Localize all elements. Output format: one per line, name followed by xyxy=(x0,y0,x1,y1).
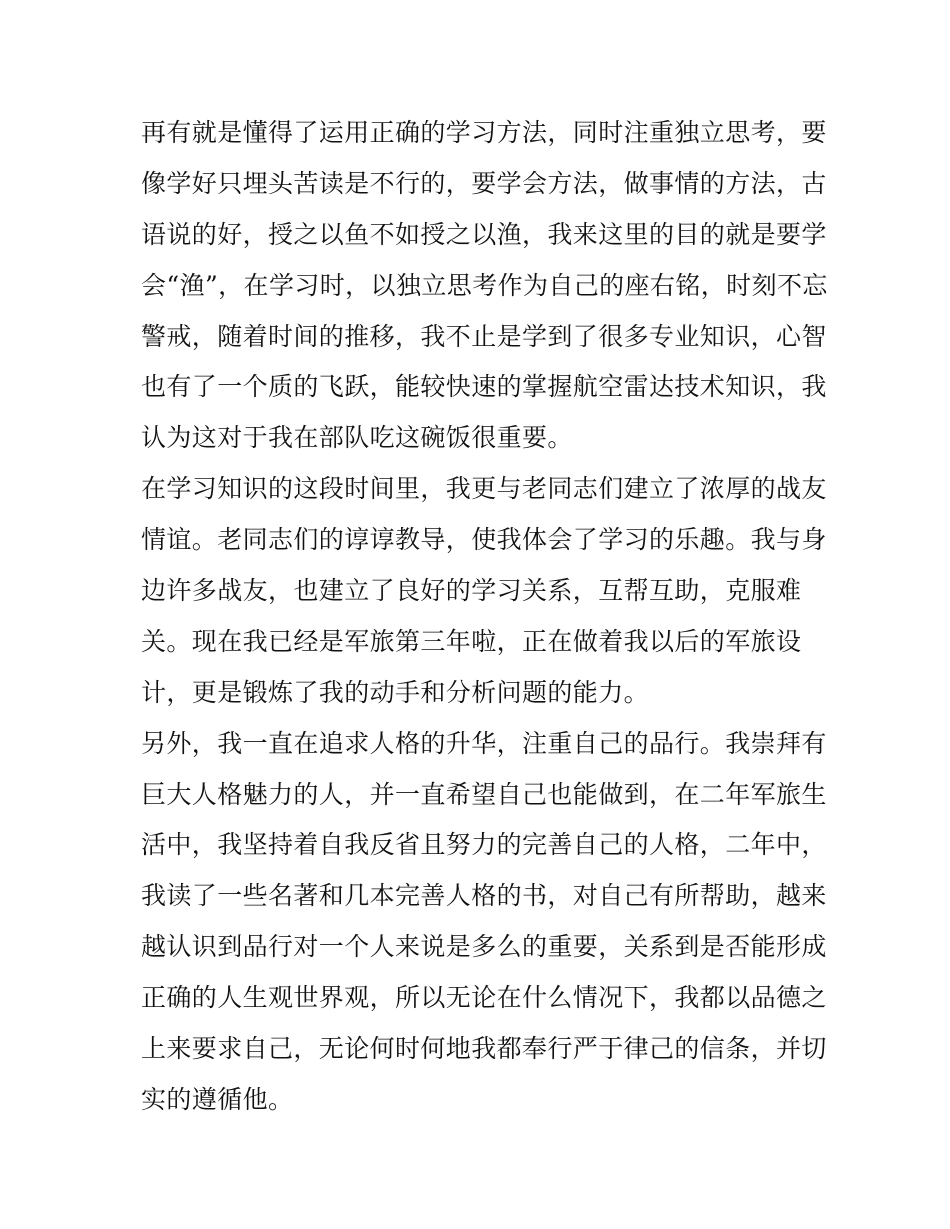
text-line: 实的遵循他。 xyxy=(141,1084,294,1114)
text-line: 我读了一些名著和几本完善人格的书，对自己有所帮助，越来 xyxy=(141,881,827,911)
text-line: 认为这对于我在部队吃这碗饭很重要。 xyxy=(141,423,573,453)
text-line: 警戒，随着时间的推移，我不止是学到了很多专业知识，心智 xyxy=(141,321,827,351)
text-line: 会“渔”，在学习时，以独立思考作为自己的座右铭，时刻不忘 xyxy=(141,270,828,300)
text-line: 情谊。老同志们的谆谆教导，使我体会了学习的乐趣。我与身 xyxy=(141,525,827,555)
text-line: 活中，我坚持着自我反省且努力的完善自己的人格，二年中， xyxy=(141,830,827,860)
text-line: 另外，我一直在追求人格的升华，注重自己的品行。我崇拜有 xyxy=(141,728,827,758)
text-line: 越认识到品行对一个人来说是多么的重要，关系到是否能形成 xyxy=(141,932,827,962)
text-line: 也有了一个质的飞跃，能较快速的掌握航空雷达技术知识，我 xyxy=(141,372,827,402)
text-line: 再有就是懂得了运用正确的学习方法，同时注重独立思考，要 xyxy=(141,118,827,147)
text-line: 边许多战友，也建立了良好的学习关系，互帮互助，克服难 xyxy=(141,576,802,606)
text-line: 语说的好，授之以鱼不如授之以渔，我来这里的目的就是要学 xyxy=(141,219,827,249)
text-line: 上来要求自己，无论何时何地我都奉行严于律己的信条，并切 xyxy=(141,1034,827,1064)
body-text xyxy=(141,108,828,1126)
text-line: 正确的人生观世界观，所以无论在什么情况下，我都以品德之 xyxy=(141,983,827,1013)
text-line: 巨大人格魅力的人，并一直希望自己也能做到，在二年军旅生 xyxy=(141,779,827,809)
text-line: 在学习知识的这段时间里，我更与老同志们建立了浓厚的战友 xyxy=(141,474,827,504)
text-line: 像学好只埋头苦读是不行的，要学会方法，做事情的方法，古 xyxy=(141,168,827,198)
text-line: 计，更是锻炼了我的动手和分析问题的能力。 xyxy=(141,677,650,707)
text-line: 关。现在我已经是军旅第三年啦，正在做着我以后的军旅设 xyxy=(141,626,802,656)
